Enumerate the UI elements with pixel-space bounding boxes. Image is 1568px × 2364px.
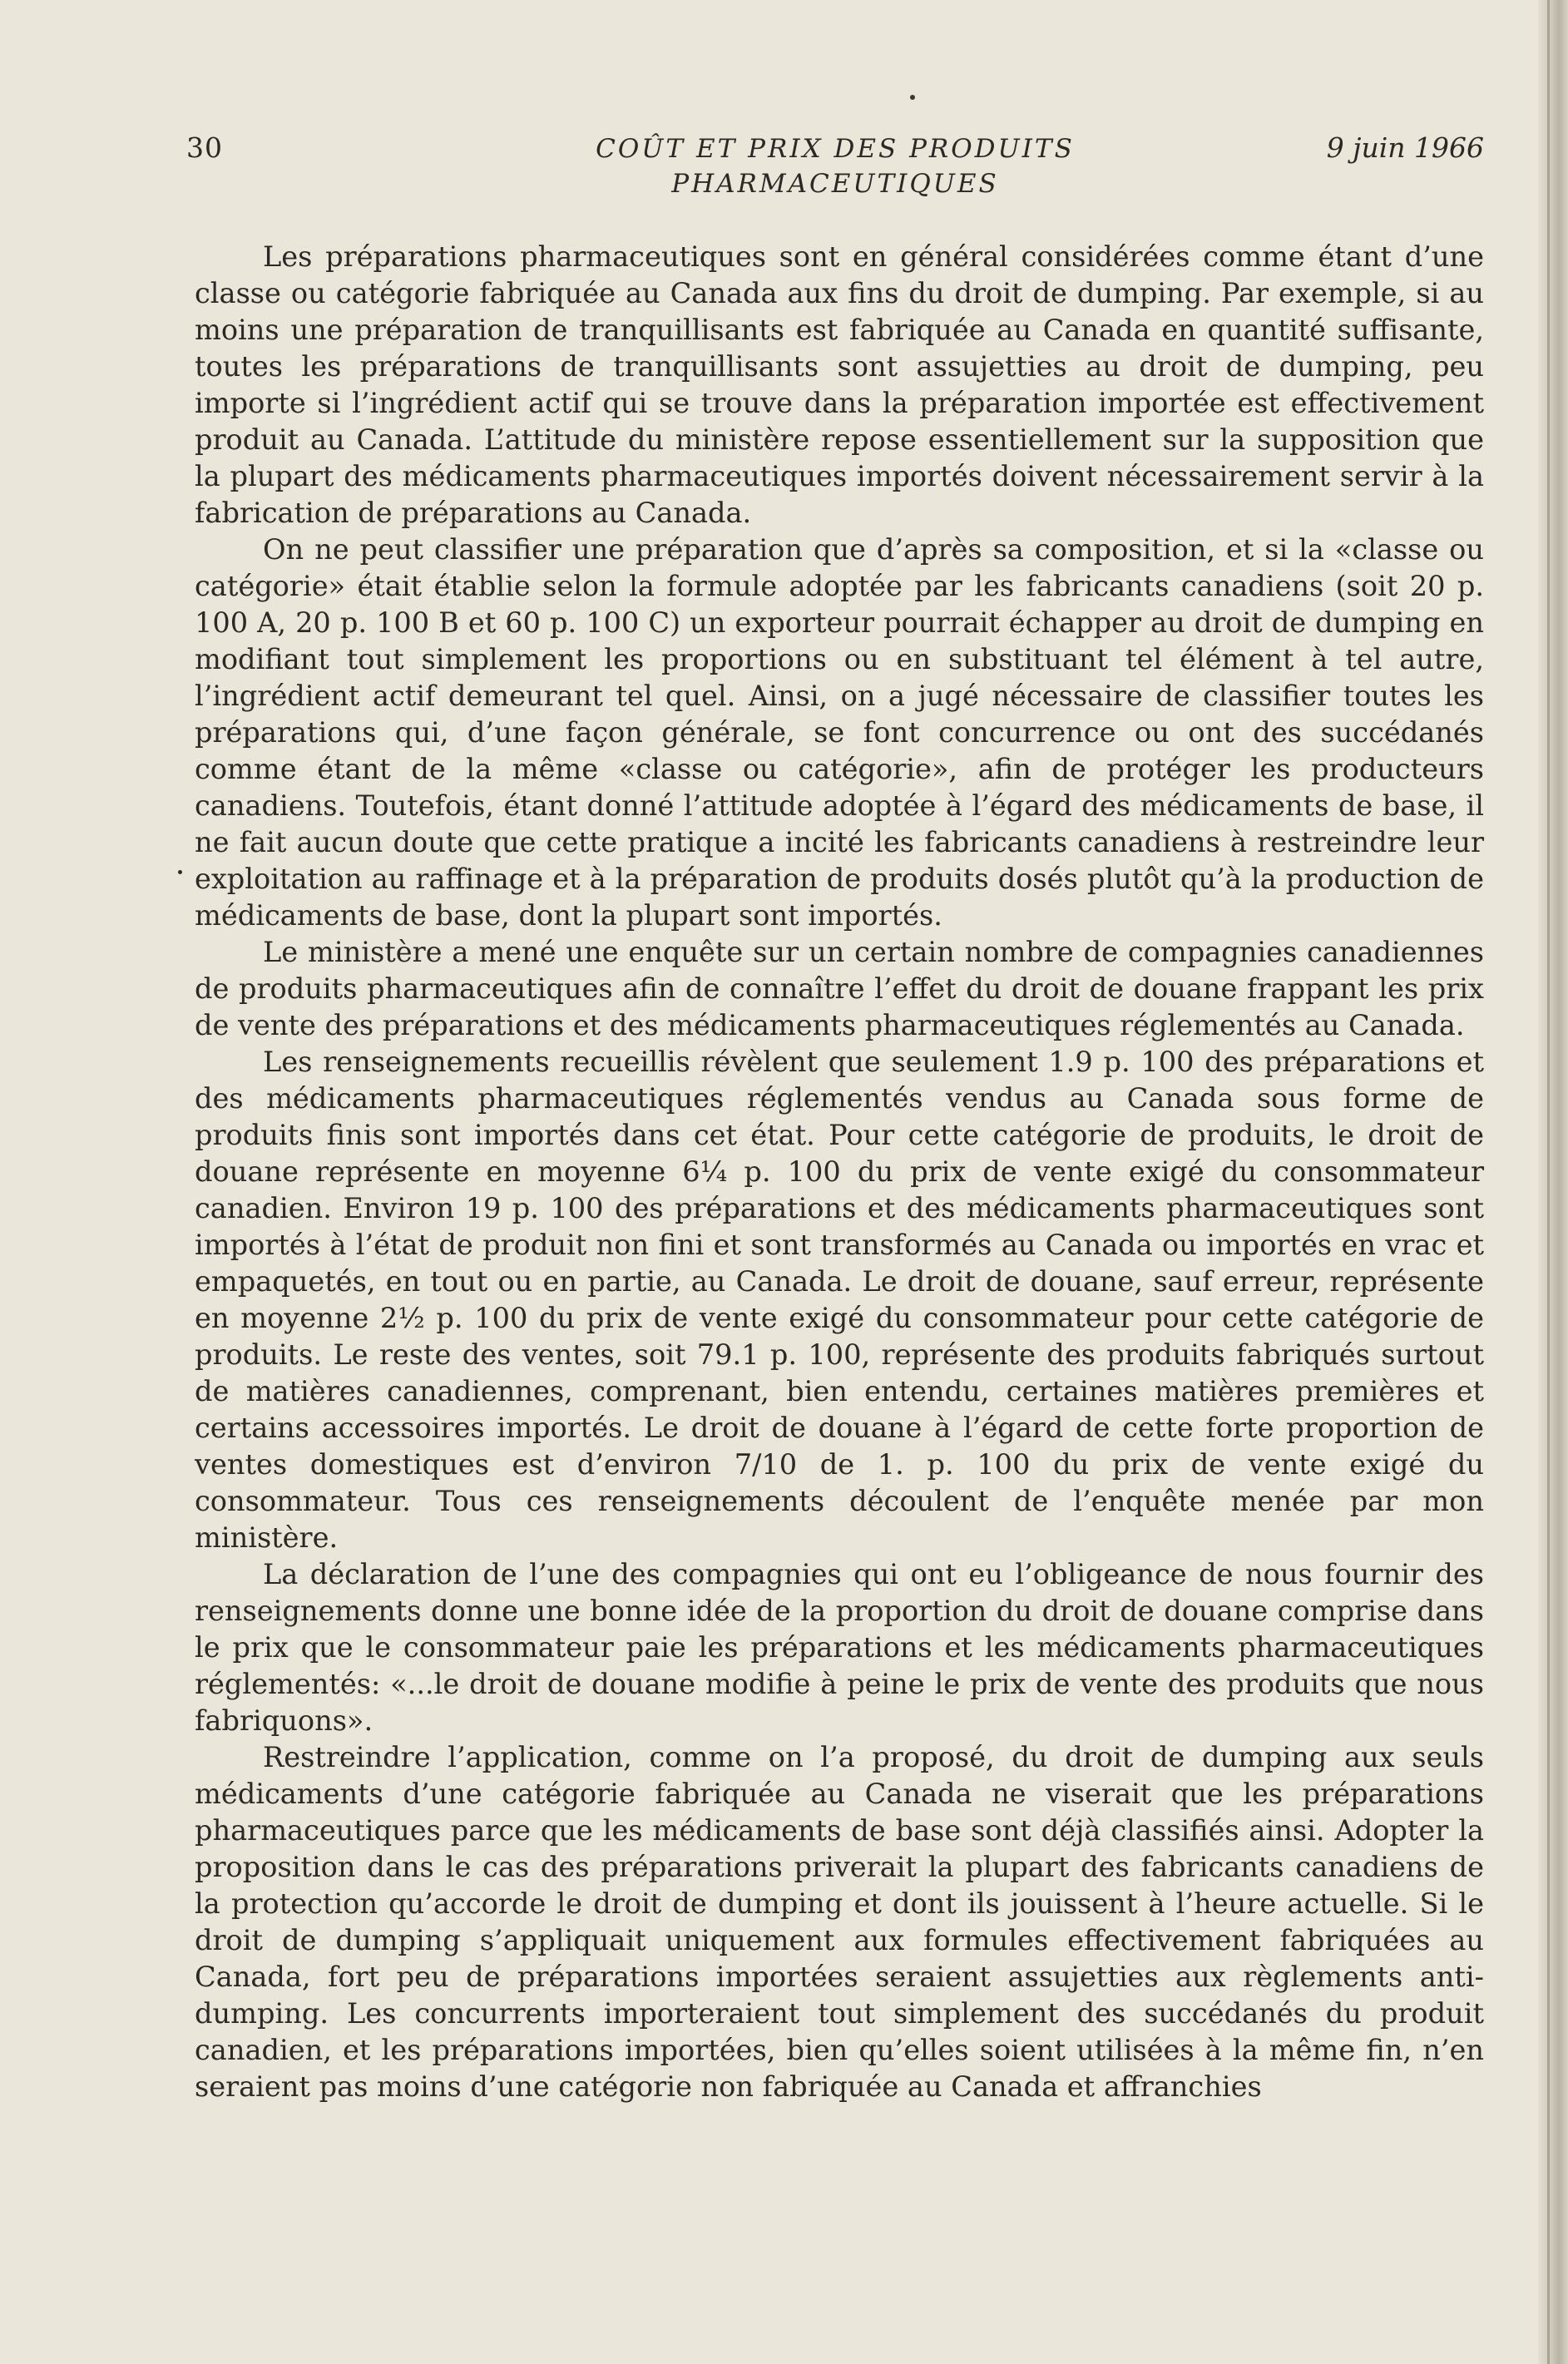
paragraph-4: Les renseignements recueillis révèlent que seulement 1.9 p. 100 des préparations et des médicaments pharmaceutiques réglementés vendus au Canada sous forme de produits finis sont importés dans cet état. Pour cette catégorie de produits, le droit de douane représente en moyenne 6¼ p. 100 du prix de vente exigé du consommateur canadien. Environ 19 p. 100 des préparations et des médicaments pharmaceutiques sont importés à l’état de produit non fini et sont transformés au Canada ou importés en vrac et empaquetés, en tout ou en partie, au Canada. Le droit de douane, sauf erreur, représente en moyenne 2½ p. 100 du prix de vente exigé du consommateur pour cette catégorie de produits. Le reste des ventes, soit 79.1 p. 100, représente des produits fabriqués surtout de matières canadiennes, comprenant, bien entendu, certaines matières premières et certains accessoires importés. Le droit de douane à l’égard de cette forte proportion de ventes domestiques est d’environ 7/10 de 1. p. 100 du prix de vente exigé du consommateur. Tous ces renseignements découlent de l’enquête menée par mon ministère.: [195, 1046, 1484, 1554]
body-text: [195, 239, 1484, 2105]
paragraph-6: Restreindre l’application, comme on l’a proposé, du droit de dumping aux seuls médicaments d’une catégorie fabriquée au Canada ne viserait que les préparations pharmaceutiques parce que les médicaments de base sont déjà classifiés ainsi. Adopter la proposition dans le cas des préparations priverait la plupart des fabricants canadiens de la protection qu’accorde le droit de dumping et dont ils jouissent à l’heure actuelle. Si le droit de dumping s’appliquait uniquement aux formules effectivement fabriquées au Canada, fort peu de préparations importées seraient assujetties aux règlements anti-dumping. Les concurrents importeraient tout simplement des succédanés du produit canadien, et les préparations importées, bien qu’elles soient utilisées à la même fin, n’en seraient pas moins d’une catégorie non fabriquée au Canada et affranchies: [195, 1741, 1484, 2103]
page-number: 30: [186, 131, 223, 164]
paragraph-1: Les préparations pharmaceutiques sont en général considérées comme étant d’une classe ou catégorie fabriquée au Canada aux fins du droit de dumping. Par exemple, si au moins une préparation de tranquillisants est fabriquée au Canada en quantité suffisante, toutes les préparations de tranquillisants sont assujetties au droit de dumping, peu importe si l’ingrédient actif qui se trouve dans la préparation importée est effectivement produit au Canada. L’attitude du ministère repose essentiellement sur la supposition que la plupart des médicaments pharmaceutiques importés doivent nécessairement servir à la fabrication de préparations au Canada.: [195, 240, 1484, 529]
paragraph-5: La déclaration de l’une des compagnies qui ont eu l’obligeance de nous fournir des renseignements donne une bonne idée de la proportion du droit de douane comprise dans le prix que le consommateur paie les préparations et les médicaments pharmaceutiques réglementés: «...le droit de douane modifie à peine le prix de vente des produits que nous fabriquons».: [195, 1558, 1484, 1737]
page-edge-line: [1547, 0, 1550, 2364]
ink-speck: [178, 870, 182, 874]
running-header: [186, 131, 1484, 206]
header-date: 9 juin 1966: [1326, 131, 1484, 164]
running-title: [436, 131, 1234, 201]
page-edge-shadow: [1538, 0, 1568, 2364]
paragraph-2: On ne peut classifier une préparation que d’après sa composition, et si la «classe ou catégorie» était établie selon la formule adoptée par les fabricants canadiens (soit 20 p. 100 A, 20 p. 100 B et 60 p. 100 C) un exporteur pourrait échapper au droit de dumping en modifiant tout simplement les proportions ou en substituant tel élément à tel autre, l’ingrédient actif demeurant tel quel. Ainsi, on a jugé nécessaire de classifier toutes les préparations qui, d’une façon générale, se font concurrence ou ont des succédanés comme étant de la même «classe ou catégorie», afin de protéger les producteurs canadiens. Toutefois, étant donné l’attitude adoptée à l’égard des médicaments de base, il ne fait aucun doute que cette pratique a incité les fabricants canadiens à restreindre leur exploitation au raffinage et à la préparation de produits dosés plutôt qu’à la production de médicaments de base, dont la plupart sont importés.: [195, 533, 1484, 932]
paragraph-3: Le ministère a mené une enquête sur un certain nombre de compagnies canadiennes de produits pharmaceutiques afin de connaître l’effet du droit de douane frappant les prix de vente des préparations et des médicaments pharmaceutiques réglementés au Canada.: [195, 936, 1484, 1041]
ink-speck: [910, 95, 915, 100]
running-title-line-1: COÛT ET PRIX DES PRODUITS: [596, 134, 1075, 164]
running-title-line-2: PHARMACEUTIQUES: [671, 169, 999, 199]
